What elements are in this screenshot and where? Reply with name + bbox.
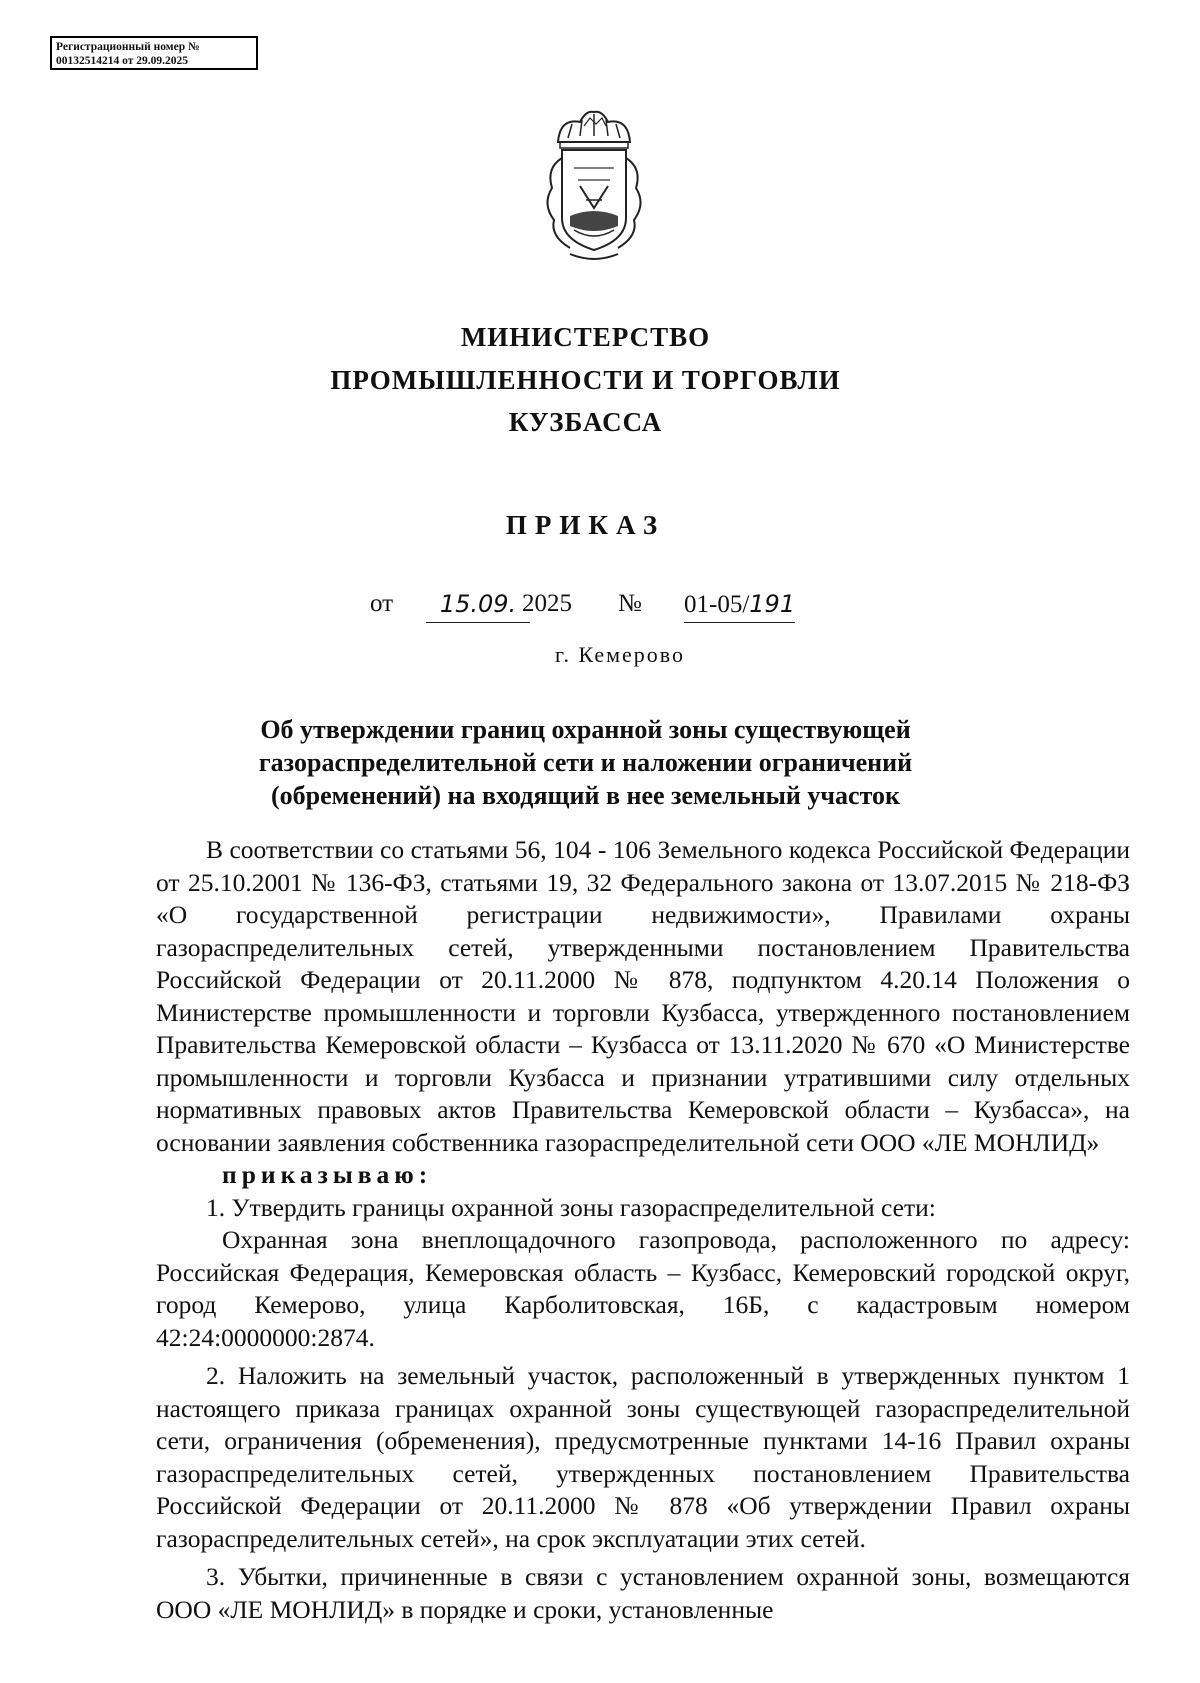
- kuzbass-coat-of-arms-icon: [540, 108, 648, 266]
- registration-line-1: Регистрационный номер №: [56, 41, 200, 53]
- prikazyvayu-heading: приказываю:: [222, 1160, 433, 1189]
- handwritten-date: 15.09.: [439, 590, 517, 618]
- ministry-name-line-3: КУЗБАССА: [508, 407, 663, 437]
- order-number-printed: 01-05/: [684, 591, 750, 618]
- date-field: [426, 590, 530, 623]
- document-body: [156, 834, 1130, 1626]
- registration-stamp: [50, 36, 258, 70]
- item-2: 2. Наложить на земельный участок, расположенный в утвержденных пунктом 1 настоящего приказа границах охранной зоны существующей газораспределительной сети, ограничения (обременения), предусмотренные пунктами 14-16 Правил охраны газораспределительных сетей, утвержденных постановлением Правительства Российской Федерации от 20.11.2000 № 878 «Об утверждении Правил охраны газораспределительных сетей», на срок эксплуатации этих сетей.: [156, 1361, 1130, 1553]
- number-sign: №: [618, 590, 642, 617]
- date-year: 2025: [522, 590, 572, 617]
- registration-line-2: 00132514214 от 29.09.2025: [56, 55, 188, 67]
- subject-line-1: Об утверждении границ охранной зоны существующей: [260, 715, 911, 744]
- item-1-detail: Охранная зона внеплощадочного газопровода, расположенного по адресу: Российская Федерация, Кемеровская область – Кузбасс, Кемеровский городской округ, город Кемерово, улица Карболитовская, 16Б, с кадастровым номером 42:24:0000000:2874.: [156, 1225, 1130, 1352]
- order-number-handwritten: 191: [749, 590, 796, 618]
- item-1: 1. Утвердить границы охранной зоны газораспределительной сети:: [206, 1192, 936, 1222]
- item-3: 3. Убытки, причиненные в связи с установлением охранной зоны, возмещаются ООО «ЛЕ МОНЛИД» в порядке и сроки, установленные: [156, 1562, 1130, 1624]
- preamble-paragraph: В соответствии со статьями 56, 104 - 106 Земельного кодекса Российской Федерации от 25.10.2001 № 136-ФЗ, статьями 19, 32 Федерального закона от 13.07.2015 № 218-ФЗ «О государственной регистрации недвижимости», Правилами охраны газораспределительных сетей, утвержденными постановлением Правительства Российской Федерации от 20.11.2000 № 878, подпунктом 4.20.14 Положения о Министерстве промышленности и торговли Кузбасса, утвержденного постановлением Правительства Кемеровской области – Кузбасса от 13.11.2020 № 670 «О Министерстве промышленности и торговли Кузбасса и признании утратившими силу отдельных нормативных правовых актов Правительства Кемеровской области – Кузбасса», на основании заявления собственника газораспределительной сети ООО «ЛЕ МОНЛИД»: [156, 835, 1130, 1157]
- ministry-name-line-2: ПРОМЫШЛЕННОСТИ И ТОРГОВЛИ: [330, 365, 841, 395]
- document-type-title: ПРИКАЗ: [505, 510, 666, 540]
- ministry-name-line-1: МИНИСТЕРСТВО: [460, 322, 711, 352]
- subject-line-3: (обременений) на входящий в нее земельный участок: [271, 781, 900, 810]
- city: г. Кемерово: [554, 642, 686, 667]
- date-prefix: от: [370, 590, 394, 617]
- document-subject: [0, 713, 1171, 812]
- order-number-field: [684, 590, 795, 623]
- subject-line-2: газораспределительной сети и наложении ограничений: [258, 748, 913, 777]
